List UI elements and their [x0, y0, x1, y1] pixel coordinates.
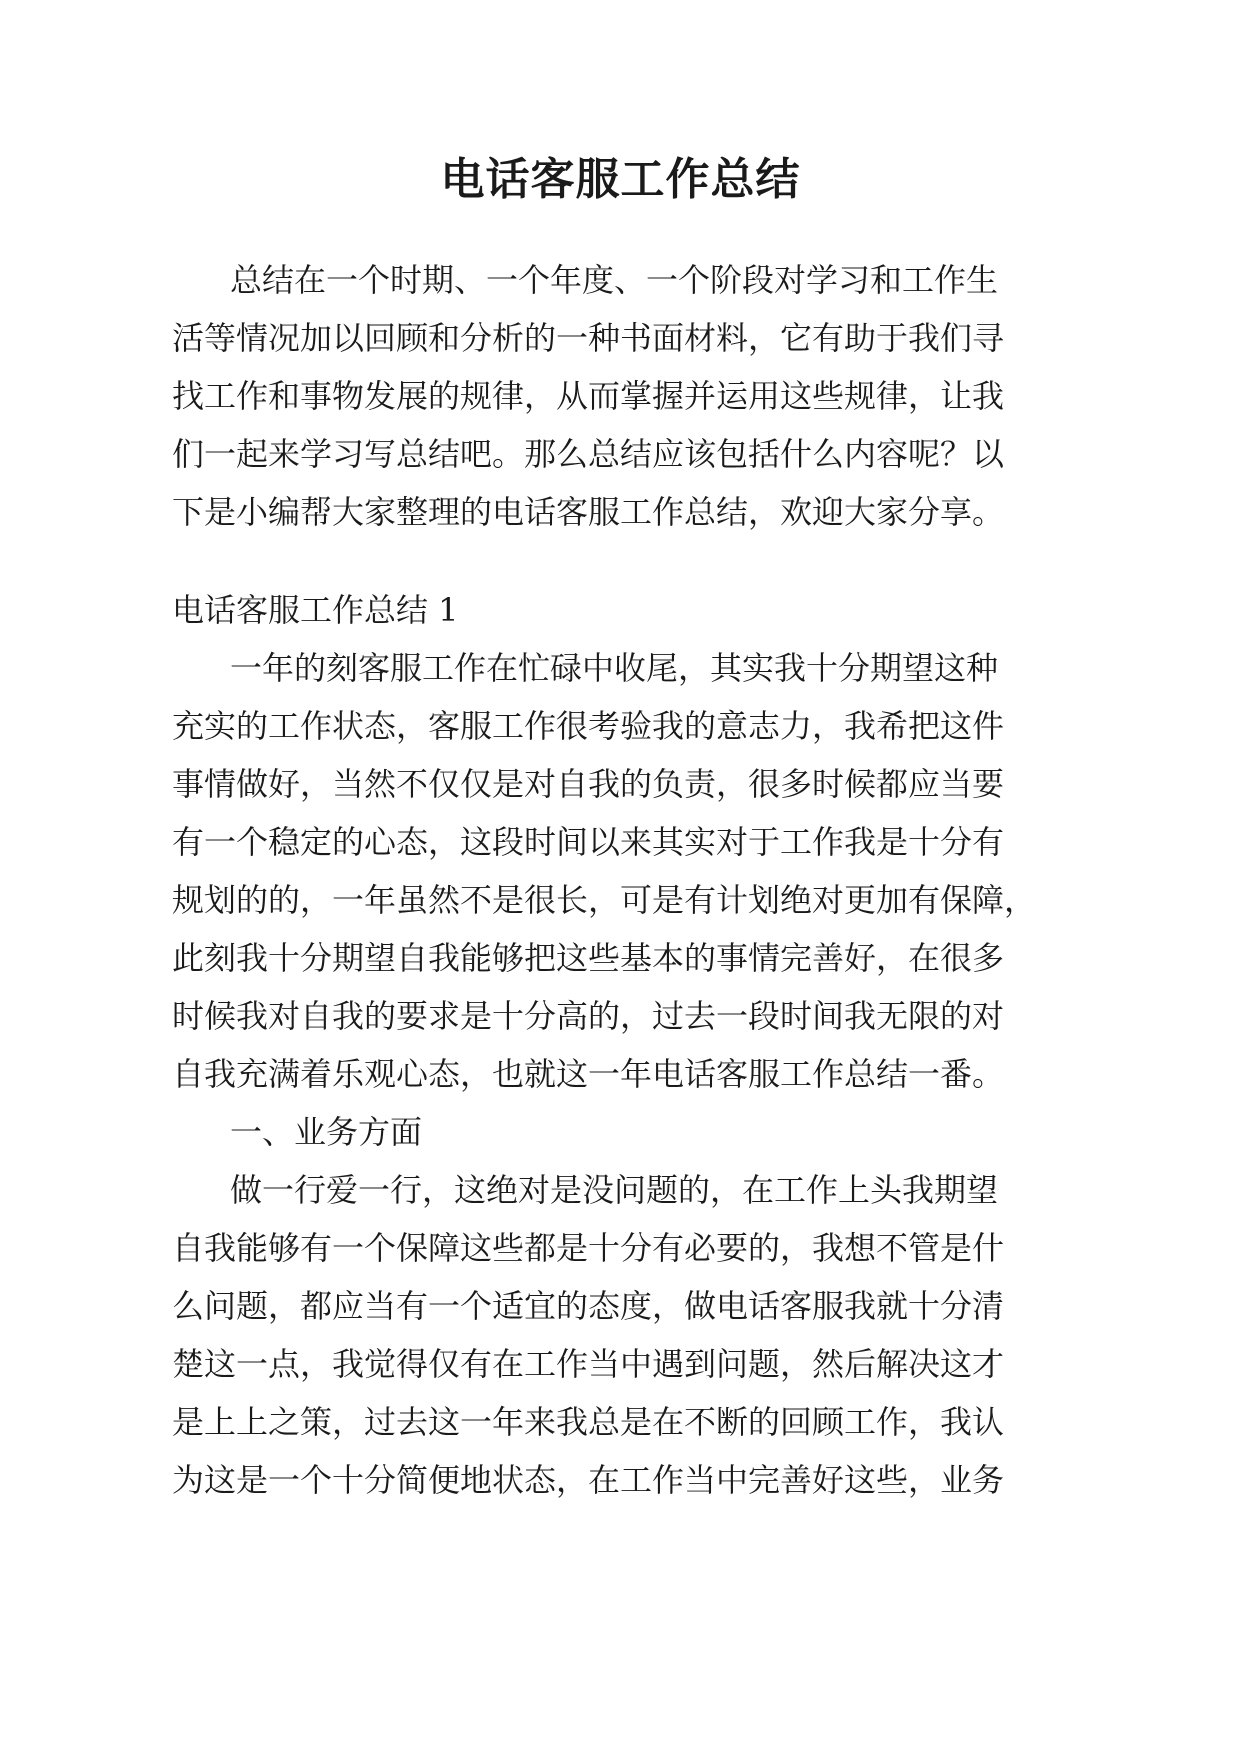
text-line: 时候我对自我的要求是十分高的，过去一段时间我无限的对	[172, 997, 1005, 1035]
text-line: 做一行爱一行，这绝对是没问题的，在工作上头我期望	[230, 1171, 999, 1209]
text-line: 有一个稳定的心态，这段时间以来其实对于工作我是十分有	[172, 823, 1005, 861]
text-line: 此刻我十分期望自我能够把这些基本的事情完善好，在很多	[172, 939, 1005, 977]
text-line: 找工作和事物发展的规律，从而掌握并运用这些规律，让我	[172, 377, 1005, 415]
text-line: 下是小编帮大家整理的电话客服工作总结，欢迎大家分享。	[172, 493, 1005, 531]
text-line: 电话客服工作总结 1	[172, 591, 459, 629]
text-line: 楚这一点，我觉得仅有在工作当中遇到问题，然后解决这才	[172, 1345, 1005, 1383]
text-line: 活等情况加以回顾和分析的一种书面材料，它有助于我们寻	[172, 319, 1005, 357]
text-line: 么问题，都应当有一个适宜的态度，做电话客服我就十分清	[172, 1287, 1005, 1325]
text-line: 事情做好，当然不仅仅是对自我的负责，很多时候都应当要	[172, 765, 1005, 803]
text-line: 为这是一个十分简便地状态，在工作当中完善好这些，业务	[172, 1461, 1005, 1499]
text-line: 自我能够有一个保障这些都是十分有必要的，我想不管是什	[172, 1229, 1005, 1267]
text-line: 们一起来学习写总结吧。那么总结应该包括什么内容呢？以	[172, 435, 1005, 473]
text-line: 总结在一个时期、一个年度、一个阶段对学习和工作生	[230, 261, 999, 299]
text-line: 是上上之策，过去这一年来我总是在不断的回顾工作，我认	[172, 1403, 1005, 1441]
page-title: 电话客服工作总结	[440, 154, 801, 205]
text-line: 充实的工作状态，客服工作很考验我的意志力，我希把这件	[172, 707, 1005, 745]
text-line: 自我充满着乐观心态，也就这一年电话客服工作总结一番。	[172, 1055, 1005, 1093]
text-line: 规划的的，一年虽然不是很长，可是有计划绝对更加有保障，	[172, 881, 1037, 919]
text-line: 一年的刻客服工作在忙碌中收尾，其实我十分期望这种	[230, 649, 999, 687]
text-line: 一、业务方面	[230, 1113, 423, 1151]
